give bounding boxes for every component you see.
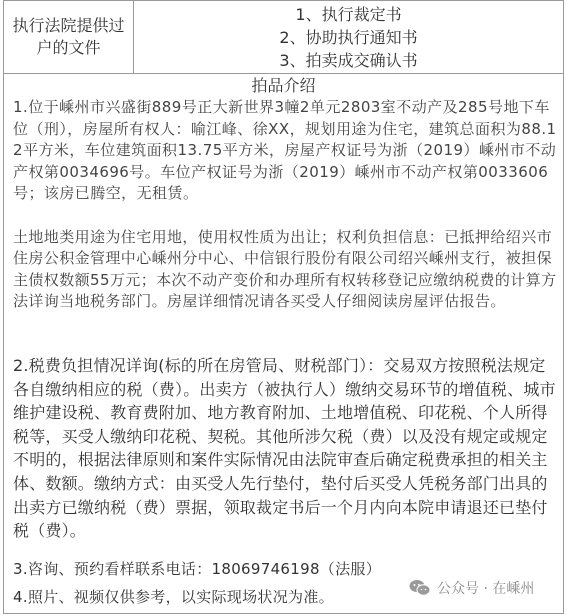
transfer-documents-list	[134, 1, 563, 73]
watermark-text: 公众号 · 在嵊州	[437, 581, 535, 597]
lot-introduction-title: 拍品介绍	[251, 76, 316, 95]
transfer-documents-label: 执行法院提供过户的文件	[12, 16, 125, 57]
transfer-documents-row	[4, 1, 563, 74]
document-item-confirmation: 3、拍卖成交确认书	[279, 50, 418, 70]
property-description-paragraph: 1.位于嵊州市兴盛街889号正大新世界3幢2单元2803室不动产及285号地下车位（刑），房屋所有权人：喻江峰、徐XX，规划用途为住宅，建筑总面积为88.12平方米，车位建筑面积13.75平方米，房屋产权证号为浙（2019）嵊州市不动产权第0034696号。车位产权证号为浙（2019）嵊州市不动产权第0033606号；该房已腾空，无租赁。	[13, 98, 557, 203]
lot-introduction-cell	[4, 74, 563, 613]
document-item-assist-notice: 2、协助执行通知书	[279, 27, 418, 47]
contact-phone-paragraph: 3.咨询、预约看样联系电话：18069746198（法服）	[13, 560, 381, 578]
tax-burden-paragraph: 2.税费负担情况详询(标的所在房管局、财税部门）：交易双方按照税法规定各自缴纳相应的税（费）。出卖方（被执行人）缴纳交易环节的增值税、城市维护建设税、教育费附加、地方教育附加、土地增值税、印花税、个人所得税等，买受人缴纳印花税、契税。其他所涉欠税（费）以及没有规定或规定不明的，根据法律原则和案件实际情况由法院审查后确定税费承担的相关主体、数额。缴纳方式：由买受人先行垫付，垫付后买受人凭税务部门出具的出卖方已缴纳税（费）票据，领取裁定书后一个月内向本院申请退还已垫付税（费）。	[13, 356, 556, 541]
auction-info-table	[3, 0, 564, 614]
transfer-documents-label-cell	[4, 1, 134, 73]
photo-disclaimer-paragraph: 4.照片、视频仅供参考，以实际现场状况为准。	[13, 588, 334, 606]
land-and-encumbrance-paragraph: 土地地类用途为住宅用地，使用权性质为出让；权利负担信息：已抵押给绍兴市住房公积金管理中心嵊州分中心、中信银行股份有限公司绍兴嵊州支行，被担保主债权数额55万元；本次不动产变价和办理所有权转移登记应缴纳税费的计算方法详询当地税务部门。房屋详细情况请各买受人仔细阅读房屋评估报告。	[13, 228, 557, 311]
wechat-icon	[409, 579, 431, 597]
wechat-watermark	[407, 578, 536, 598]
document-item-ruling: 1、执行裁定书	[295, 4, 402, 24]
